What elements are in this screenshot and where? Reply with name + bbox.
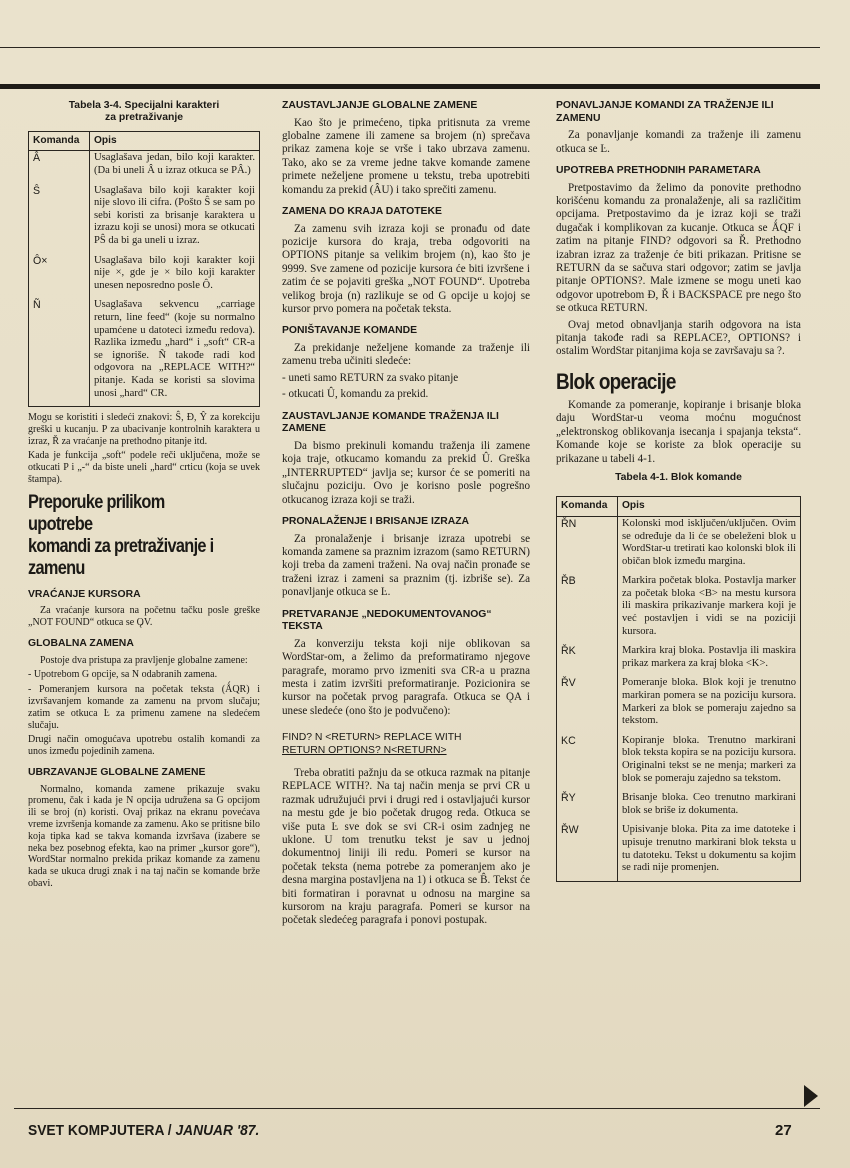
section-title-line: Preporuke prilikom upotrebe — [28, 491, 165, 535]
table-row — [557, 676, 801, 733]
table-3-4 — [28, 131, 260, 407]
body-paragraph: Za pronalaženje i brisanje izraza upotrebi se komanda zamene sa praznim izrazom (samo RETURN) koji treba da zameni traženi. Na ovaj način pronađe se traženi izraz i zameni sa praznim (tj. izbriše se). Za ponavljanje otkuca se Ŀ. — [282, 532, 530, 599]
table-cell-desc: Brisanje bloka. Ceo trenutno markirani blok se briše iz dokumenta. — [618, 791, 801, 823]
continue-arrow-icon — [804, 1085, 818, 1107]
body-paragraph: Ovaj metod obnavljanja starih odgovora na ista pitanja takođe radi sa REPLACE?, OPTIONS? i ostalim WordStar pitanjima koja se završavaju sa ?. — [556, 318, 801, 358]
table-caption-line-2: za pretraživanje — [105, 112, 183, 124]
bottom-rule — [14, 1108, 820, 1109]
table-4-1-caption: Tabela 4-1. Blok komande — [615, 471, 742, 483]
body-paragraph: Za ponavljanje komandi za traženje ili zamenu otkuca se Ŀ. — [556, 129, 801, 155]
subheading: PRETVARANJE „NEDOKUMENTOVANOG“ TEKSTA — [282, 608, 492, 633]
table-cell-desc: Usaglašava bilo koji karakter koji nije slovo ili cifra. (Pošto Ŝ se sam po sebi koristi za brisanje karaktera u izrazu koji se unosi) mora se otkucati PŜ da bi ga uneli u izraz. — [90, 184, 260, 254]
table-header-opis: Opis — [618, 497, 801, 517]
table-header-komanda: Komanda — [557, 497, 618, 517]
body-paragraph: Pretpostavimo da želimo da ponovite prethodno korišćenu komandu za pronalaženje, ali sa različitim opcijama. Pretpostavimo da je izraz koji se traži dugačak i komplikovan za kucanje. Otkuca se ǺQF i zatim na pitanje FIND? odgovori sa Ř. Prethodno izabran izraz za traženje će biti prikazan. Pritisne se RETURN da se sačuva stari odgovor; zatim se javlja pitanje OPTIONS?. Male izmene se mogu uneti kao odgovor upotrebom Đ, Ř i BACKSPACE pre nego što se otkuca RETURN. — [556, 181, 801, 315]
table-cell-key: Ñ — [29, 298, 90, 406]
footer-magazine-name: SVET KOMPJUTERA / — [28, 1122, 172, 1139]
table-cell-key: ŘN — [557, 516, 618, 574]
table-cell-desc: Kopiranje bloka. Trenutno markirani blok teksta kopira se na poziciju kursora. Originalni tekst se ne menja; markeri za blok se pomeraju zajedno sa tekstom. — [618, 734, 801, 791]
section-title-line: zamenu — [28, 557, 85, 579]
command-example — [282, 732, 530, 757]
table-cell-desc: Usaglašava jedan, bilo koji karakter. (Da bi uneli Â u izraz otkuca se PÂ.) — [90, 151, 260, 184]
table-cell-desc: Upisivanje bloka. Pita za ime datoteke i upisuje trenutno markirani blok teksta u tu datoteku. Tekst u dokumentu sa kojim se radi nije promenjen. — [618, 823, 801, 881]
footer-publication — [28, 1122, 259, 1139]
table-row — [29, 254, 260, 299]
subheading: VRAĆANJE KURSORA — [28, 588, 141, 600]
table-header-komanda: Komanda — [29, 131, 90, 151]
table-cell-desc: Markira kraj bloka. Postavlja ili maskira prikaz markera za kraj bloka <K>. — [618, 644, 801, 676]
subheading: ZAMENA DO KRAJA DATOTEKE — [282, 206, 442, 218]
table-3-4-caption — [28, 100, 260, 125]
body-paragraph: Za vraćanje kursora na početnu tačku posle greške „NOT FOUND“ otkuca se ǪV. — [28, 605, 260, 629]
command-line: FIND? N <RETURN> REPLACE WITH — [282, 732, 462, 744]
table-row — [557, 516, 801, 574]
table-row — [557, 644, 801, 676]
subheading: UBRZAVANJE GLOBALNE ZAMENE — [28, 767, 206, 779]
subheading: ZAUSTAVLJANJE KOMANDE TRAŽENJA ILI ZAMENE — [282, 410, 499, 435]
table-caption-line-1: Tabela 3-4. Specijalni karakteri — [68, 100, 220, 111]
table-cell-desc: Kolonski mod isključen/uključen. Ovim se određuje da li će se obeleženi blok u WordStar-u tretirati kao kolonski blok ili običan blok između margina. — [618, 516, 801, 574]
body-paragraph: - uneti samo RETURN za svako pitanje — [282, 371, 459, 384]
body-paragraph: Drugi način omogućava upotrebu ostalih komandi za unos između pojedinih zamena. — [28, 734, 260, 758]
body-paragraph: Za zamenu svih izraza koji se pronađu od date pozicije kursora do kraja, treba odgovoriti na OPTIONS pitanje sa velikim brojem (n), kao što je 9999. Sve zamene od pozicije kursora će biti izvršene i zatim će se pojaviti greška „NOT FOUND“. Upotreba velikog broja (n) razlikuje se od G opcije u kojoj se kursor prvo pomera na početak teksta. — [282, 222, 530, 316]
table-cell-key: Ŝ — [29, 184, 90, 254]
body-paragraph: Komande za pomeranje, kopiranje i brisanje bloka daju WordStar-u veoma moćnu mogućnost „elektronskog oblikovanja isecanja i spajanja teksta“. Komande koje se koriste za blok operacije su prikazane u tabeli 4-1. — [556, 398, 801, 465]
column-3 — [556, 98, 801, 882]
table-cell-key: KC — [557, 734, 618, 791]
table-cell-key: Ô× — [29, 254, 90, 299]
subheading: PRONALAŽENJE I BRISANJE IZRAZA — [282, 515, 470, 527]
subheading: PONAVLJANJE KOMANDI ZA TRAŽENJE ILI ZAMENU — [556, 100, 774, 124]
body-paragraph: Treba obratiti pažnju da se otkuca razmak na pitanje REPLACE WITH?. Na taj način menja se prvi CR u razmak udružujući prvi i drugi red i ostavljajući kursor na mestu gde je bio početak drugog reda. Otkuca se više puta Ŀ sve dok se svi CR-i osim zadnjeg ne uklone. U tom trenutku tekst je sav u jednoj dokumentnoj liniji ili redu. Pomeri se kursor na početak teksta (nema potrebe za pomeranjem ako je desna margina postavljena na 1) i otkuca se B̂. Tekst će biti formatiran i poravnat u odnosu na margine sa kursorom na kraju paragrafa. Pomeri se kursor na početak sledećeg paragrafa i ponovi postupak. — [282, 766, 530, 927]
table-4-1 — [556, 496, 801, 881]
table-row — [29, 184, 260, 254]
body-paragraph: Normalno, komanda zamene prikazuje svaku promenu, čak i kada je N opcija udružena sa G opcijom ili se broj (n) koristi. Ovaj prikaz na ekranu povećava vreme izvršenja komande za zamenu. Ako se pritisne bilo koja tipka kad se takva komanda izvršava (izabere se neka bez posebnog efekta, kao na primer „kursor gore“), WordStar normalno prekida prikaz komande za zamenu kada se ukuca drugi znak i na taj način se komande brže obavi. — [28, 783, 260, 889]
note-paragraph: Mogu se koristiti i sledeći znakovi: Ŝ, Đ, Ŷ za korekciju greški u kucanju. P za ubacivanje kontrolnih karaktera u izraz, Ř za vraćanje na prethodno pitanje itd. — [28, 412, 260, 447]
subheading: ZAUSTAVLJANJE GLOBALNE ZAMENE — [282, 100, 478, 111]
table-header-row — [557, 497, 801, 517]
top-rule-thick — [0, 84, 820, 89]
table-row — [557, 823, 801, 881]
table-header-opis: Opis — [90, 131, 260, 151]
table-cell-key: ŘW — [557, 823, 618, 881]
table-cell-desc: Pomeranje bloka. Blok koji je trenutno markiran pomera se na poziciju kursora. Markeri za blok se pomeraju zajedno sa tekstom. — [618, 676, 801, 733]
table-row — [29, 151, 260, 184]
column-1 — [28, 98, 260, 893]
table-header-row — [29, 131, 260, 151]
table-cell-key: ŘY — [557, 791, 618, 823]
table-row — [557, 791, 801, 823]
body-paragraph: Da bismo prekinuli komandu traženja ili zamene koja traje, otkucamo komandu za prekid Û. Greška „INTERRUPTED“ javlja se; kursor će se pomeriti na slučajnu poziciju. Ovo je korisno posle pogrešno otkucanog izraza koji se traži. — [282, 439, 530, 506]
footer-issue-date: JANUAR '87. — [175, 1122, 260, 1139]
section-title-line: komandi za pretraživanje i — [28, 535, 214, 557]
table-cell-desc: Usaglašava sekvencu „carriage return, line feed“ (koje su normalno upamćene u datoteci između redova). Razlika između „hard“ i „soft“ CR-a se ignoriše. Ñ takođe radi kod odgovora na „REPLACE WITH?“ pitanje. Kada se koristi sa slovima unosi „hard“ CR. — [90, 298, 260, 406]
table-cell-desc: Markira početak bloka. Postavlja marker za početak bloka <B> na mestu kursora ili maskira prikazivanje markera koji je već postavljen i vidi se na poziciji kursora. — [618, 574, 801, 644]
body-paragraph: - otkucati Û, komandu za prekid. — [282, 388, 429, 401]
body-paragraph: - Upotrebom G opcije, sa N odabranih zamena. — [28, 669, 218, 681]
table-cell-key: ŘK — [557, 644, 618, 676]
command-line: RETURN OPTIONS? N<RETURN> — [282, 744, 447, 756]
table-cell-desc: Usaglašava bilo koji karakter koji nije ×, gde je × bilo koji karakter unesen neposredno posle Ô. — [90, 254, 260, 299]
body-paragraph: Za prekidanje neželjene komande za traženje ili zamenu treba učiniti sledeće: — [282, 342, 530, 368]
table-row — [557, 574, 801, 644]
note-paragraph: Kada je funkcija „soft“ podele reči uključena, može se otkucati P i „-“ da biste uneli „hard“ crticu (koja se uvek štampa). — [28, 450, 260, 486]
body-paragraph: Kao što je primećeno, tipka pritisnuta za vreme globalne zamene ili zamene sa brojem (n) sprečava prikaz zamena koje se vrše i tako ubrzava zamenu. Tako, ako se za vreme jedne takve komande zamene primete neželjene promene u tekstu, treba upotrebiti komandu za prekid (ÂU) i tako sprečiti zamenu. — [282, 116, 530, 196]
table-cell-key: Â — [29, 151, 90, 184]
body-paragraph: Za konverziju teksta koji nije oblikovan sa WordStar-om, a želimo da preformatiramo njegove paragrafe, moramo prvo izmeniti sva CR-a u prazna mesta i zatim izvršiti preformatiranje. Pozicionira se kursor na početak prvog paragrafa. Otkuca se ǪA i unese sledeće (ono što je podvučeno): — [282, 637, 530, 717]
subheading: UPOTREBA PRETHODNIH PARAMETARA — [556, 165, 761, 176]
page-number: 27 — [775, 1122, 792, 1139]
column-2 — [282, 98, 530, 931]
table-cell-key: ŘV — [557, 676, 618, 733]
top-rule-thin — [0, 47, 820, 48]
table-cell-key: ŘB — [557, 574, 618, 644]
subheading: GLOBALNA ZAMENA — [28, 638, 134, 650]
body-paragraph: - Pomeranjem kursora na početak teksta (ǺQR) i izvršavanjem komande za zamenu na prvom slučaju; zatim se otkuca Ŀ za primenu zamene na sledećem slučaju. — [28, 684, 260, 731]
subheading: PONIŠTAVANJE KOMANDE — [282, 325, 418, 337]
table-row — [557, 734, 801, 791]
section-title — [28, 492, 228, 580]
table-row — [29, 298, 260, 406]
section-title: Blok operacije — [556, 368, 676, 394]
body-paragraph: Postoje dva pristupa za pravljenje globalne zamene: — [40, 654, 248, 666]
